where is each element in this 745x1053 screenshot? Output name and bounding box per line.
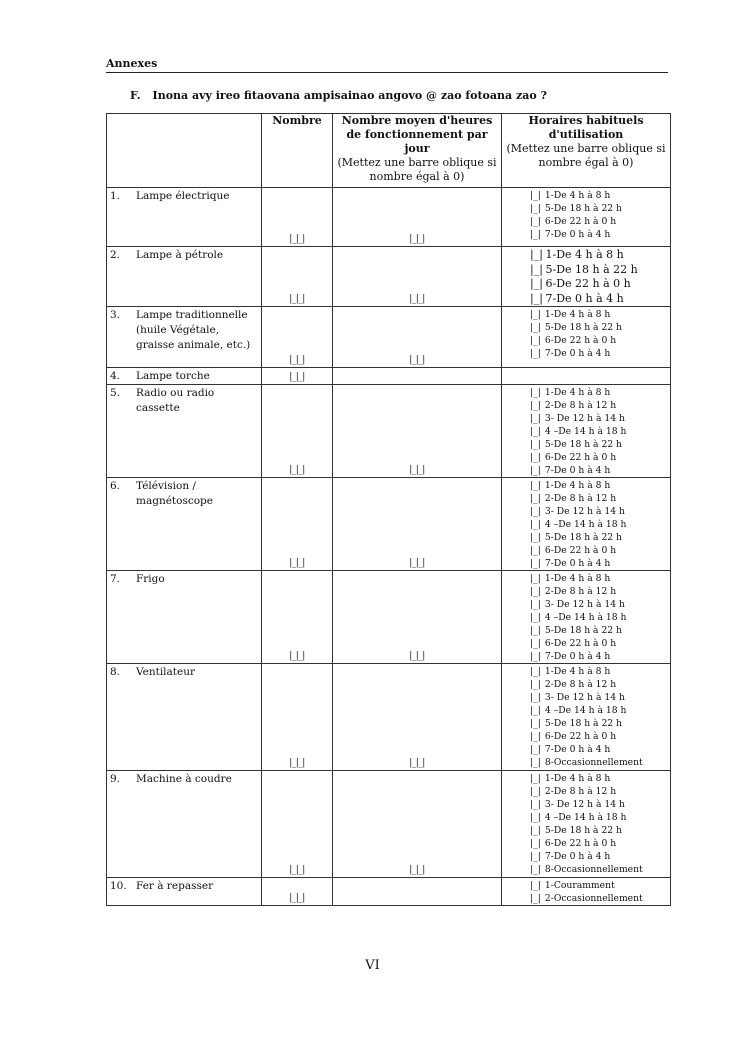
- checkbox[interactable]: |_|: [530, 400, 541, 411]
- horaire-option[interactable]: [530, 451, 670, 464]
- equipment-cell: [107, 664, 262, 771]
- horaires-cell: [502, 571, 671, 664]
- option-label: 6-De 22 h à 0 h: [544, 638, 617, 649]
- horaires-cell: [502, 771, 671, 878]
- table-row: [107, 664, 671, 771]
- checkbox[interactable]: |_|: [530, 757, 541, 768]
- option-label: 3- De 12 h à 14 h: [544, 692, 625, 703]
- nombre-field[interactable]: |_|_|: [262, 878, 333, 906]
- checkbox[interactable]: |_|: [530, 705, 541, 716]
- checkbox[interactable]: |_|: [530, 838, 541, 849]
- header-blank: [107, 114, 262, 188]
- header-heures-title: Nombre moyen d'heures de fonctionnement par jour: [341, 114, 493, 155]
- option-label: 1-De 4 h à 8 h: [544, 666, 611, 677]
- option-label: 3- De 12 h à 14 h: [544, 413, 625, 424]
- option-label: 5-De 18 h à 22 h: [544, 203, 622, 214]
- option-label: 5-De 18 h à 22 h: [544, 825, 622, 836]
- nombre-field[interactable]: |_|_|: [262, 188, 333, 247]
- horaire-option[interactable]: [530, 386, 670, 399]
- horaires-cell: [502, 368, 671, 385]
- option-label: 7-De 0 h à 4 h: [545, 291, 624, 305]
- header-horaires-title: Horaires habituels d'utilisation: [528, 114, 644, 141]
- item-label: Lampe électrique: [136, 190, 230, 202]
- option-label: 1-De 4 h à 8 h: [544, 480, 611, 491]
- checkbox[interactable]: |_|: [530, 744, 541, 755]
- horaire-option[interactable]: [530, 492, 670, 505]
- horaire-option[interactable]: [530, 691, 670, 704]
- checkbox[interactable]: |_|: [530, 348, 541, 359]
- option-label: 6-De 22 h à 0 h: [544, 545, 617, 556]
- heures-field[interactable]: |_|_|: [333, 571, 502, 664]
- horaire-option[interactable]: [530, 505, 670, 518]
- option-label: 5-De 18 h à 22 h: [544, 718, 622, 729]
- horaire-option[interactable]: [530, 215, 670, 228]
- option-label: 5-De 18 h à 22 h: [544, 532, 622, 543]
- checkbox[interactable]: |_|: [530, 666, 541, 677]
- checkbox[interactable]: |_|: [530, 532, 541, 543]
- option-label: 2-De 8 h à 12 h: [544, 679, 617, 690]
- checkbox[interactable]: |_|: [530, 612, 541, 623]
- horaire-option[interactable]: [530, 202, 670, 215]
- option-label: 3- De 12 h à 14 h: [544, 799, 625, 810]
- option-label: 5-De 18 h à 22 h: [544, 439, 622, 450]
- horaire-option[interactable]: [530, 518, 670, 531]
- option-label: 2-De 8 h à 12 h: [544, 786, 617, 797]
- option-label: 1-De 4 h à 8 h: [544, 387, 611, 398]
- horaire-option[interactable]: [530, 892, 670, 905]
- horaire-option[interactable]: [530, 704, 670, 717]
- equipment-cell: [107, 478, 262, 571]
- item-number: 7.: [110, 573, 121, 585]
- checkbox[interactable]: |_|: [530, 439, 541, 450]
- horaire-option[interactable]: [530, 850, 670, 863]
- header-horaires-note: (Mettez une barre oblique si nombre égal à 0): [506, 142, 666, 169]
- option-label: 4 –De 14 h à 18 h: [544, 812, 627, 823]
- horaire-option[interactable]: [530, 412, 670, 425]
- option-label: 1-Couramment: [544, 880, 615, 891]
- horaire-option[interactable]: [530, 228, 670, 241]
- horaires-cell: [502, 478, 671, 571]
- checkbox[interactable]: |_|: [530, 387, 541, 398]
- table-body: [107, 188, 671, 906]
- option-label: 7-De 0 h à 4 h: [544, 651, 611, 662]
- horaire-option[interactable]: [530, 624, 670, 637]
- horaire-option[interactable]: [530, 464, 670, 477]
- checkbox[interactable]: |_|: [530, 203, 541, 214]
- option-label: 7-De 0 h à 4 h: [544, 744, 611, 755]
- heures-field[interactable]: |_|_|: [333, 307, 502, 368]
- option-label: 2-De 8 h à 12 h: [544, 400, 617, 411]
- option-label: 7-De 0 h à 4 h: [544, 558, 611, 569]
- horaire-option[interactable]: [530, 572, 670, 585]
- checkbox[interactable]: |_|: [530, 248, 543, 261]
- horaire-option[interactable]: [530, 637, 670, 650]
- horaire-option[interactable]: [530, 743, 670, 756]
- horaire-option[interactable]: [530, 863, 670, 876]
- question-title: [130, 89, 547, 102]
- table-row: [107, 571, 671, 664]
- option-label: 3- De 12 h à 14 h: [544, 599, 625, 610]
- option-label: 2-De 8 h à 12 h: [544, 493, 617, 504]
- option-label: 5-De 18 h à 22 h: [545, 262, 638, 276]
- horaire-option[interactable]: [530, 772, 670, 785]
- horaire-option[interactable]: [530, 598, 670, 611]
- checkbox[interactable]: |_|: [530, 586, 541, 597]
- checkbox[interactable]: |_|: [530, 625, 541, 636]
- option-label: 4 –De 14 h à 18 h: [544, 612, 627, 623]
- equipment-cell: [107, 188, 262, 247]
- equipment-cell: [107, 878, 262, 906]
- item-number: 3.: [110, 309, 121, 321]
- horaires-cell: [502, 188, 671, 247]
- option-label: 5-De 18 h à 22 h: [544, 322, 622, 333]
- option-label: 2-De 8 h à 12 h: [544, 586, 617, 597]
- option-label: 1-De 4 h à 8 h: [544, 773, 611, 784]
- option-label: 3- De 12 h à 14 h: [544, 506, 625, 517]
- heures-field[interactable]: |_|_|: [333, 664, 502, 771]
- checkbox[interactable]: |_|: [530, 480, 541, 491]
- item-number: 2.: [110, 249, 121, 261]
- nombre-field[interactable]: |_|_|: [262, 771, 333, 878]
- checkbox[interactable]: |_|: [530, 262, 543, 276]
- horaires-cell: [502, 307, 671, 368]
- checkbox[interactable]: |_|: [530, 573, 541, 584]
- header-nombre: Nombre: [262, 114, 333, 188]
- nombre-field[interactable]: |_|_|: [262, 307, 333, 368]
- table-row: [107, 307, 671, 368]
- checkbox[interactable]: |_|: [530, 291, 543, 305]
- checkbox[interactable]: |_|: [530, 190, 541, 201]
- option-label: 4 –De 14 h à 18 h: [544, 519, 627, 530]
- page-header: Annexes: [106, 57, 668, 73]
- table-row: [107, 247, 671, 307]
- horaires-cell: [502, 247, 671, 307]
- option-label: 1-De 4 h à 8 h: [544, 190, 611, 201]
- checkbox[interactable]: |_|: [530, 679, 541, 690]
- horaire-option[interactable]: [530, 756, 670, 769]
- horaire-option[interactable]: [530, 189, 670, 202]
- checkbox[interactable]: |_|: [530, 599, 541, 610]
- horaire-option[interactable]: [530, 248, 670, 263]
- horaire-option[interactable]: [530, 347, 670, 360]
- option-label: 8-Occasionnellement: [544, 864, 643, 875]
- option-label: 1-De 4 h à 8 h: [544, 573, 611, 584]
- checkbox[interactable]: |_|: [530, 731, 541, 742]
- equipment-table: [106, 113, 671, 906]
- table-row: [107, 188, 671, 247]
- header-horaires: [502, 114, 671, 188]
- item-number: 9.: [110, 773, 121, 785]
- horaire-option[interactable]: [530, 811, 670, 824]
- horaire-option[interactable]: [530, 678, 670, 691]
- horaire-option[interactable]: [530, 650, 670, 663]
- checkbox[interactable]: |_|: [530, 452, 541, 463]
- checkbox[interactable]: |_|: [530, 692, 541, 703]
- option-label: 1-De 4 h à 8 h: [545, 248, 624, 261]
- option-label: 6-De 22 h à 0 h: [544, 731, 617, 742]
- checkbox[interactable]: |_|: [530, 825, 541, 836]
- table-row: [107, 771, 671, 878]
- heures-field[interactable]: |_|_|: [333, 385, 502, 478]
- horaire-option[interactable]: [530, 824, 670, 837]
- option-label: 7-De 0 h à 4 h: [544, 229, 611, 240]
- checkbox[interactable]: |_|: [530, 493, 541, 504]
- horaire-option[interactable]: [530, 321, 670, 334]
- checkbox[interactable]: |_|: [530, 545, 541, 556]
- heures-field[interactable]: |_|_|: [333, 188, 502, 247]
- equipment-cell: [107, 307, 262, 368]
- question-text: Inona avy ireo fitaovana ampisainao angovo @ zao fotoana zao ?: [152, 89, 547, 102]
- option-label: 5-De 18 h à 22 h: [544, 625, 622, 636]
- horaire-option[interactable]: [530, 425, 670, 438]
- nombre-field[interactable]: |_|_|: [262, 368, 333, 385]
- nombre-field[interactable]: |_|_|: [262, 385, 333, 478]
- checkbox[interactable]: |_|: [530, 322, 541, 333]
- nombre-field[interactable]: |_|_|: [262, 478, 333, 571]
- horaire-option[interactable]: [530, 611, 670, 624]
- item-label: Radio ou radio cassette: [136, 387, 215, 414]
- horaire-option[interactable]: [530, 438, 670, 451]
- option-label: 4 –De 14 h à 18 h: [544, 705, 627, 716]
- equipment-cell: [107, 571, 262, 664]
- heures-field[interactable]: [333, 368, 502, 385]
- option-label: 4 –De 14 h à 18 h: [544, 426, 627, 437]
- checkbox[interactable]: |_|: [530, 426, 541, 437]
- horaire-option[interactable]: [530, 399, 670, 412]
- item-label: Lampe traditionnelle (huile Végétale, graisse animale, etc.): [136, 309, 251, 351]
- checkbox[interactable]: |_|: [530, 309, 541, 320]
- item-number: 6.: [110, 480, 121, 492]
- checkbox[interactable]: |_|: [530, 335, 541, 346]
- option-label: 6-De 22 h à 0 h: [544, 838, 617, 849]
- equipment-cell: [107, 771, 262, 878]
- nombre-field[interactable]: |_|_|: [262, 571, 333, 664]
- checkbox[interactable]: |_|: [530, 229, 541, 240]
- option-label: 7-De 0 h à 4 h: [544, 465, 611, 476]
- item-number: 1.: [110, 190, 121, 202]
- option-label: 6-De 22 h à 0 h: [544, 216, 617, 227]
- horaire-option[interactable]: [530, 879, 670, 892]
- checkbox[interactable]: |_|: [530, 799, 541, 810]
- nombre-field[interactable]: |_|_|: [262, 247, 333, 307]
- item-label: Fer à repasser: [136, 880, 214, 892]
- page-number: VI: [365, 958, 380, 973]
- option-label: 7-De 0 h à 4 h: [544, 851, 611, 862]
- horaire-option[interactable]: [530, 717, 670, 730]
- horaire-option[interactable]: [530, 334, 670, 347]
- option-label: 7-De 0 h à 4 h: [544, 348, 611, 359]
- question-number: F.: [130, 89, 141, 102]
- horaires-cell: [502, 385, 671, 478]
- checkbox[interactable]: |_|: [530, 558, 541, 569]
- horaire-option[interactable]: [530, 308, 670, 321]
- equipment-cell: [107, 368, 262, 385]
- option-label: 6-De 22 h à 0 h: [545, 277, 631, 290]
- item-label: Frigo: [136, 573, 165, 585]
- option-label: 6-De 22 h à 0 h: [544, 452, 617, 463]
- checkbox[interactable]: |_|: [530, 786, 541, 797]
- table-row: [107, 878, 671, 906]
- option-label: 1-De 4 h à 8 h: [544, 309, 611, 320]
- heures-field[interactable]: |_|_|: [333, 247, 502, 307]
- horaire-option[interactable]: [530, 785, 670, 798]
- table-row: [107, 385, 671, 478]
- item-number: 5.: [110, 387, 121, 399]
- item-label: Télévision / magnétoscope: [136, 480, 213, 507]
- table-row: [107, 368, 671, 385]
- horaire-option[interactable]: [530, 730, 670, 743]
- horaire-option[interactable]: [530, 292, 670, 307]
- checkbox[interactable]: |_|: [530, 880, 541, 891]
- item-label: Machine à coudre: [136, 773, 232, 785]
- table-row: [107, 478, 671, 571]
- heures-field[interactable]: [333, 878, 502, 906]
- horaire-option[interactable]: [530, 557, 670, 570]
- item-number: 10.: [110, 880, 127, 892]
- checkbox[interactable]: |_|: [530, 277, 543, 290]
- horaire-option[interactable]: [530, 263, 670, 278]
- horaire-option[interactable]: [530, 665, 670, 678]
- nombre-field[interactable]: |_|_|: [262, 664, 333, 771]
- checkbox[interactable]: |_|: [530, 851, 541, 862]
- checkbox[interactable]: |_|: [530, 864, 541, 875]
- item-label: Ventilateur: [136, 666, 196, 678]
- header-heures-note: (Mettez une barre oblique si nombre égal à 0): [337, 156, 497, 183]
- table-header-row: [107, 114, 671, 188]
- checkbox[interactable]: |_|: [530, 465, 541, 476]
- checkbox[interactable]: |_|: [530, 812, 541, 823]
- option-label: 2-Occasionnellement: [544, 893, 643, 904]
- item-number: 8.: [110, 666, 121, 678]
- horaire-option[interactable]: [530, 798, 670, 811]
- checkbox[interactable]: |_|: [530, 519, 541, 530]
- horaire-option[interactable]: [530, 585, 670, 598]
- checkbox[interactable]: |_|: [530, 773, 541, 784]
- item-number: 4.: [110, 370, 121, 382]
- equipment-cell: [107, 247, 262, 307]
- horaire-option[interactable]: [530, 837, 670, 850]
- checkbox[interactable]: |_|: [530, 216, 541, 227]
- horaire-option[interactable]: [530, 544, 670, 557]
- option-label: 8-Occasionnellement: [544, 757, 643, 768]
- option-label: 6-De 22 h à 0 h: [544, 335, 617, 346]
- checkbox[interactable]: |_|: [530, 893, 541, 904]
- checkbox[interactable]: |_|: [530, 651, 541, 662]
- checkbox[interactable]: |_|: [530, 718, 541, 729]
- horaire-option[interactable]: [530, 479, 670, 492]
- checkbox[interactable]: |_|: [530, 506, 541, 517]
- item-label: Lampe à pétrole: [136, 249, 224, 261]
- horaire-option[interactable]: [530, 277, 670, 292]
- heures-field[interactable]: |_|_|: [333, 478, 502, 571]
- heures-field[interactable]: |_|_|: [333, 771, 502, 878]
- checkbox[interactable]: |_|: [530, 638, 541, 649]
- item-label: Lampe torche: [136, 370, 210, 382]
- horaires-cell: [502, 664, 671, 771]
- checkbox[interactable]: |_|: [530, 413, 541, 424]
- horaires-cell: [502, 878, 671, 906]
- equipment-cell: [107, 385, 262, 478]
- horaire-option[interactable]: [530, 531, 670, 544]
- header-heures: [333, 114, 502, 188]
